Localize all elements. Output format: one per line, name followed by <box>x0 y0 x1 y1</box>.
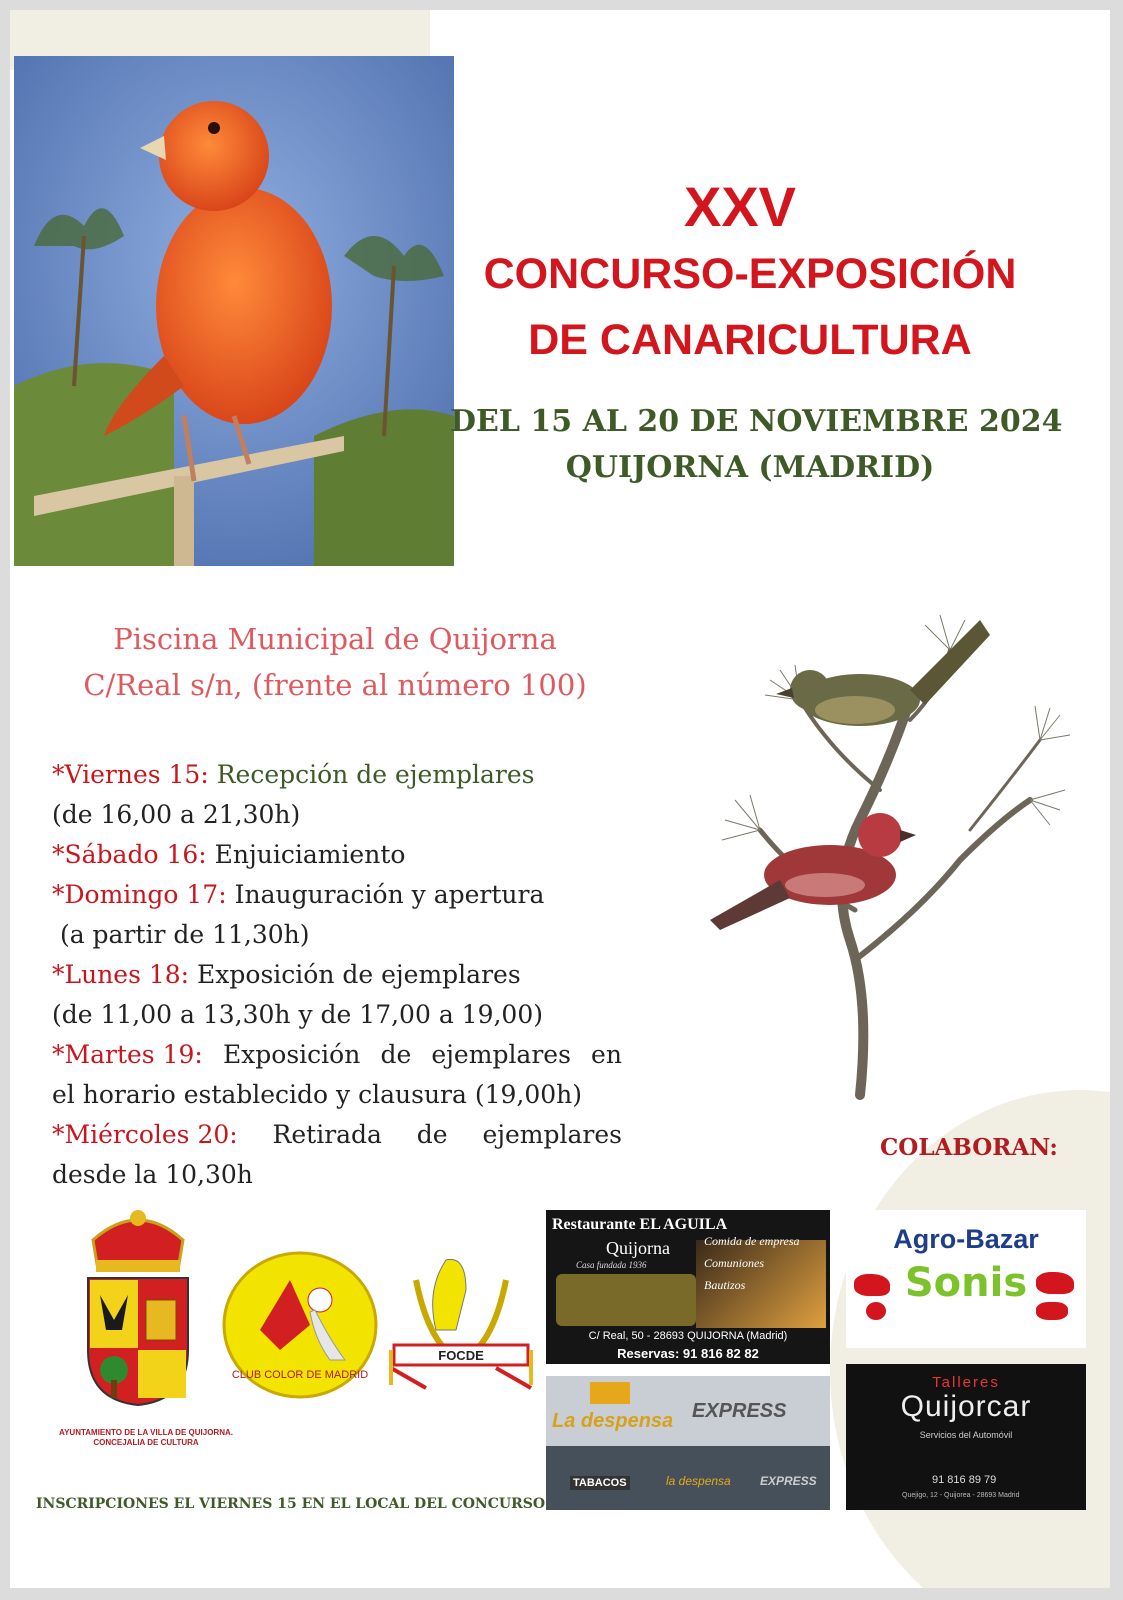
schedule-martes-line2: el horario establecido y clausura (19,00h) <box>52 1080 583 1109</box>
title-line-1: CONCURSO-EXPOSICIÓN <box>483 250 1017 298</box>
club-color-madrid-logo <box>220 1250 380 1400</box>
club-color-text: CLUB COLOR DE MADRID <box>231 1369 369 1381</box>
restaurant-name: Restaurante EL AGUILA <box>552 1216 728 1233</box>
title-line-2: DE CANARICULTURA <box>528 316 972 364</box>
despensa-express: EXPRESS <box>692 1400 787 1422</box>
despensa-sign-2: la despensa <box>666 1474 731 1488</box>
schedule-viernes: *Viernes 15: Recepción de ejemplares <box>52 760 535 789</box>
hen-silhouette-icon <box>866 1302 886 1320</box>
schedule-lunes-hours: (de 11,00 a 13,30h y de 17,00 a 19,00) <box>52 1000 543 1029</box>
restaurant-reservations: Reservas: 91 816 82 82 <box>617 1346 759 1361</box>
despensa-name: La despensa <box>552 1410 674 1432</box>
despensa-logo-mark <box>590 1382 630 1404</box>
venue-name: Piscina Municipal de Quijorna <box>113 622 557 656</box>
despensa-tabacos: TABACOS <box>570 1476 630 1490</box>
focde-text: FOCDE <box>438 1348 484 1363</box>
horse-silhouette-icon <box>1036 1272 1074 1294</box>
restaurant-town: Quijorna <box>606 1238 670 1258</box>
agro-bazar-ad <box>846 1210 1086 1348</box>
restaurant-founded: Casa fundada 1936 <box>576 1260 647 1270</box>
agro-bazar-sonis: Sonis <box>904 1260 1028 1306</box>
schedule-martes: *Martes 19: Exposición de ejemplares en <box>52 1040 622 1069</box>
schedule-domingo-hours: (a partir de 11,30h) <box>52 920 310 949</box>
quijorcar-address: Quejigo, 12 - Quijorea - 28693 Madrid <box>902 1492 1020 1499</box>
restaurant-address: C/ Real, 50 - 28693 QUIJORNA (Madrid) <box>588 1330 788 1342</box>
venue-address: C/Real s/n, (frente al número 100) <box>83 668 587 702</box>
schedule-lunes: *Lunes 18: Exposición de ejemplares <box>52 960 521 989</box>
schedule-viernes-hours: (de 16,00 a 21,30h) <box>52 800 301 829</box>
animal-silhouette-icon <box>854 1274 890 1296</box>
finches-illustration <box>680 580 1080 1100</box>
despensa-ad <box>546 1376 830 1510</box>
edition-title: XXV <box>683 175 797 238</box>
canary-photo <box>14 56 454 566</box>
agro-bazar-title: Agro-Bazar <box>893 1224 1039 1254</box>
quijorcar-talleres: Talleres <box>932 1374 1000 1391</box>
schedule-sabado: *Sábado 16: Enjuiciamiento <box>52 840 406 869</box>
quijorcar-name: Quijorcar <box>900 1390 1032 1423</box>
focde-logo <box>386 1250 536 1390</box>
quijorcar-phone: 91 816 89 79 <box>932 1474 997 1486</box>
quijorcar-ad <box>846 1364 1086 1510</box>
dog-silhouette-icon <box>1036 1302 1068 1320</box>
schedule-domingo: *Domingo 17: Inauguración y apertura <box>52 880 545 909</box>
registration-footer: INSCRIPCIONES EL VIERNES 15 EN EL LOCAL DEL CONCURSO <box>36 1496 546 1512</box>
collaborators-label: COLABORAN: <box>880 1134 1058 1161</box>
quijorcar-services: Servicios del Automóvil <box>919 1430 1013 1440</box>
schedule-miercoles-line2: desde la 10,30h <box>52 1160 253 1189</box>
ayuntamiento-caption: AYUNTAMIENTO DE LA VILLA DE QUIJORNA. CONCEJALIA DE CULTURA <box>59 1428 233 1447</box>
restaurant-photo <box>556 1274 696 1326</box>
date-place: QUIJORNA (MADRID) <box>565 450 935 485</box>
despensa-express-2: EXPRESS <box>760 1474 817 1488</box>
poster <box>10 10 1110 1588</box>
restaurant-ad <box>546 1210 830 1364</box>
schedule <box>52 755 632 1195</box>
restaurant-services: Comida de empresa Comuniones Bautizos <box>704 1234 800 1292</box>
ayuntamiento-crest <box>78 1200 198 1420</box>
schedule-miercoles: *Miércoles 20: Retirada de ejemplares <box>52 1120 622 1149</box>
date-range: DEL 15 AL 20 DE NOVIEMBRE 2024 <box>450 404 1063 439</box>
